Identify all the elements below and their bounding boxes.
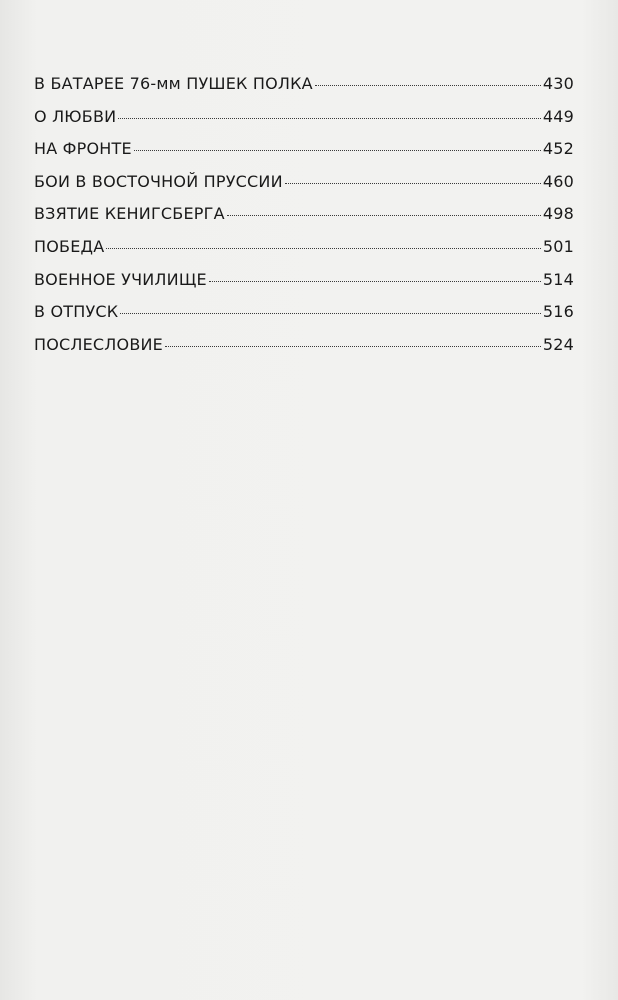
toc-dot-leader <box>120 313 541 314</box>
toc-entry-page: 452 <box>542 139 574 159</box>
toc-dot-leader <box>285 183 541 184</box>
toc-dot-leader <box>165 346 541 347</box>
toc-entry-page: 449 <box>542 106 574 126</box>
toc-dot-leader <box>134 150 541 151</box>
toc-entry-page: 430 <box>542 74 574 93</box>
toc-entry <box>34 204 574 237</box>
toc-entry-page: 460 <box>542 171 574 191</box>
toc-entry-page: 516 <box>542 302 574 322</box>
toc-dot-leader <box>227 215 541 216</box>
toc-dot-leader <box>118 118 541 119</box>
toc-dot-leader <box>106 248 541 249</box>
toc-entry-page: 501 <box>542 236 574 256</box>
toc-entry <box>34 270 574 303</box>
toc-entry-title: ПОБЕДА <box>34 236 105 256</box>
toc-entry-page: 514 <box>542 269 574 289</box>
toc-entry-title: ВЗЯТИЕ КЕНИГСБЕРГА <box>34 204 225 224</box>
toc-entry <box>34 139 574 172</box>
toc-entry-title: ПОСЛЕСЛОВИЕ <box>34 334 163 354</box>
toc-entry-title: ВОЕННОЕ УЧИЛИЩЕ <box>34 269 207 289</box>
toc-dot-leader <box>209 281 541 282</box>
toc-entry-title: НА ФРОНТЕ <box>34 139 132 159</box>
toc-entry-title: О ЛЮБВИ <box>34 106 117 126</box>
toc-entry <box>34 74 574 107</box>
toc-entry-title: В БАТАРЕЕ 76-мм ПУШЕК ПОЛКА <box>34 74 313 93</box>
toc-entry <box>34 107 574 140</box>
toc-dot-leader <box>315 85 541 86</box>
toc-entry <box>34 237 574 270</box>
table-of-contents <box>34 74 574 367</box>
toc-entry-page: 524 <box>542 334 574 354</box>
toc-entry <box>34 302 574 335</box>
toc-entry-title: В ОТПУСК <box>34 302 119 322</box>
toc-entry <box>34 172 574 205</box>
toc-entry <box>34 335 574 368</box>
toc-entry-page: 498 <box>542 204 574 224</box>
toc-entry-title: БОИ В ВОСТОЧНОЙ ПРУССИИ <box>34 171 283 191</box>
